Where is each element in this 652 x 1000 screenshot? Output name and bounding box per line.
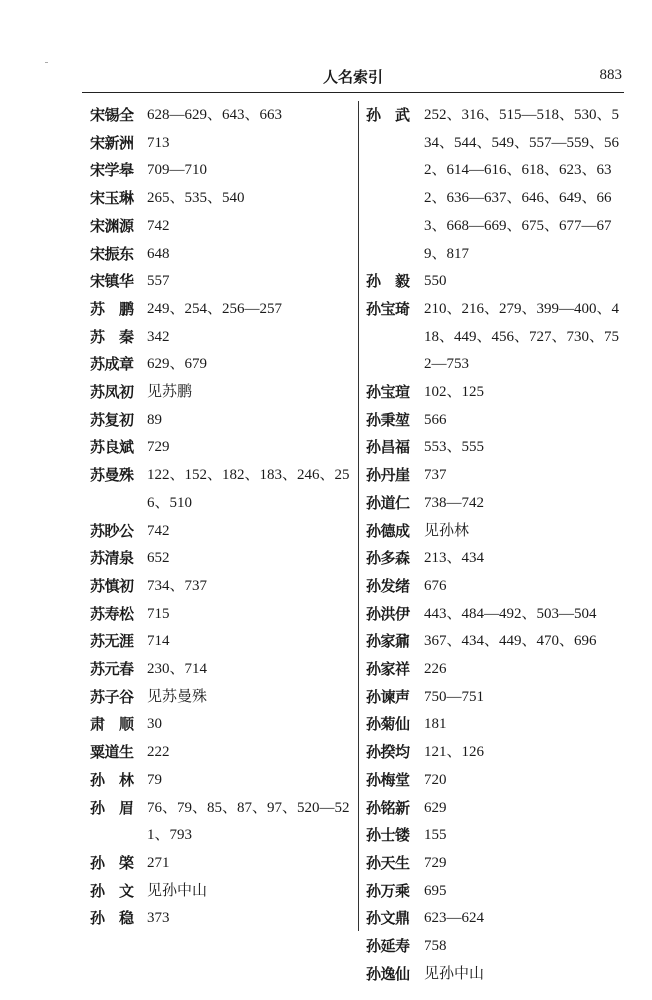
index-entry bbox=[90, 462, 352, 517]
entry-pages: 367、434、449、470、696 bbox=[424, 633, 597, 650]
entry-name: 孙天生 bbox=[366, 853, 410, 872]
entry-name: 宋玉琳 bbox=[90, 189, 134, 208]
index-entry bbox=[90, 379, 352, 407]
entry-pages: 629、679 bbox=[147, 356, 208, 373]
entry-name: 孙多森 bbox=[366, 549, 410, 568]
entry-pages: 30 bbox=[147, 716, 162, 733]
entry-pages: 729 bbox=[147, 439, 170, 456]
index-entry bbox=[366, 628, 624, 656]
entry-name: 苏凤初 bbox=[90, 383, 134, 402]
index-entry bbox=[366, 656, 624, 684]
entry-pages: 557 bbox=[147, 273, 170, 290]
index-entry bbox=[366, 102, 624, 268]
index-entry bbox=[90, 656, 352, 684]
entry-pages: 76、79、85、87、97、520—521、793 bbox=[147, 799, 350, 844]
entry-pages: 213、434 bbox=[424, 550, 485, 567]
index-entry bbox=[366, 434, 624, 462]
entry-name: 孙逸仙 bbox=[366, 964, 410, 983]
entry-pages: 见孙林 bbox=[424, 522, 470, 539]
entry-name: 孙洪伊 bbox=[366, 604, 410, 623]
index-column-left bbox=[90, 102, 352, 933]
index-entry bbox=[90, 296, 352, 324]
entry-pages: 102、125 bbox=[424, 384, 485, 401]
entry-pages: 695 bbox=[424, 882, 447, 899]
index-entry bbox=[366, 545, 624, 573]
index-entry bbox=[366, 711, 624, 739]
entry-pages: 155 bbox=[424, 827, 447, 844]
entry-pages: 222 bbox=[147, 744, 170, 761]
entry-pages: 89 bbox=[147, 411, 162, 428]
entry-pages: 709—710 bbox=[147, 162, 207, 179]
index-entry bbox=[366, 767, 624, 795]
index-entry bbox=[366, 379, 624, 407]
entry-name: 苏复初 bbox=[90, 410, 134, 429]
entry-pages: 见孙中山 bbox=[424, 965, 485, 982]
entry-name: 苏子谷 bbox=[90, 687, 134, 706]
entry-name: 孙家祥 bbox=[366, 660, 410, 679]
page-number: 883 bbox=[599, 67, 622, 83]
entry-pages: 553、555 bbox=[424, 439, 485, 456]
entry-name: 苏元春 bbox=[90, 660, 134, 679]
entry-name: 孙梅堂 bbox=[366, 770, 410, 789]
page-header bbox=[82, 62, 624, 92]
entry-name: 孙宝琦 bbox=[366, 299, 410, 318]
entry-name: 苏 秦 bbox=[90, 327, 134, 346]
index-entry bbox=[366, 518, 624, 546]
index-entry bbox=[90, 905, 352, 933]
entry-pages: 623—624 bbox=[424, 910, 484, 927]
index-entry bbox=[90, 157, 352, 185]
entry-name: 孙家鼐 bbox=[366, 632, 410, 651]
index-entry bbox=[90, 102, 352, 130]
entry-pages: 121、126 bbox=[424, 744, 485, 761]
entry-name: 苏曼殊 bbox=[90, 466, 134, 485]
index-entry bbox=[90, 684, 352, 712]
entry-pages: 230、714 bbox=[147, 661, 208, 678]
index-entry bbox=[366, 878, 624, 906]
entry-name: 孙 眉 bbox=[90, 798, 134, 817]
index-entry bbox=[90, 573, 352, 601]
entry-name: 孙士镂 bbox=[366, 826, 410, 845]
entry-name: 孙谏声 bbox=[366, 687, 410, 706]
index-entry bbox=[90, 268, 352, 296]
entry-name: 宋振东 bbox=[90, 244, 134, 263]
entry-name: 孙 稳 bbox=[90, 909, 134, 928]
index-entry bbox=[90, 795, 352, 850]
entry-name: 苏眇公 bbox=[90, 521, 134, 540]
entry-name: 孙延寿 bbox=[366, 937, 410, 956]
entry-name: 孙道仁 bbox=[366, 493, 410, 512]
entry-name: 孙 武 bbox=[366, 106, 410, 124]
entry-name: 宋新洲 bbox=[90, 133, 134, 152]
index-entry bbox=[366, 933, 624, 961]
entry-pages: 226 bbox=[424, 661, 447, 678]
entry-pages: 648 bbox=[147, 245, 170, 262]
index-entry bbox=[90, 739, 352, 767]
index-entry bbox=[90, 130, 352, 158]
index-entry bbox=[90, 351, 352, 379]
entry-pages: 676 bbox=[424, 577, 447, 594]
entry-name: 宋学皋 bbox=[90, 161, 134, 180]
index-entry bbox=[90, 878, 352, 906]
index-entry bbox=[90, 434, 352, 462]
index-entry bbox=[90, 213, 352, 241]
entry-pages: 629 bbox=[424, 799, 447, 816]
entry-pages: 652 bbox=[147, 550, 170, 567]
entry-name: 孙昌福 bbox=[366, 438, 410, 457]
index-entry bbox=[90, 628, 352, 656]
entry-name: 肃 顺 bbox=[90, 715, 134, 734]
index-entry bbox=[366, 490, 624, 518]
index-entry bbox=[366, 850, 624, 878]
entry-name: 苏慎初 bbox=[90, 576, 134, 595]
entry-name: 苏良斌 bbox=[90, 438, 134, 457]
entry-pages: 715 bbox=[147, 605, 170, 622]
entry-pages: 265、535、540 bbox=[147, 190, 245, 207]
entry-pages: 210、216、279、399—400、418、449、456、727、730、752—753 bbox=[424, 300, 620, 373]
index-entry bbox=[366, 739, 624, 767]
entry-pages: 729 bbox=[424, 854, 447, 871]
index-entry bbox=[366, 795, 624, 823]
index-entry bbox=[90, 850, 352, 878]
index-entry bbox=[366, 961, 624, 989]
entry-name: 苏寿松 bbox=[90, 604, 134, 623]
index-entry bbox=[90, 407, 352, 435]
index-entry bbox=[90, 545, 352, 573]
entry-pages: 342 bbox=[147, 328, 170, 345]
header-rule bbox=[82, 92, 624, 93]
entry-pages: 742 bbox=[147, 522, 170, 539]
entry-name: 孙丹崖 bbox=[366, 466, 410, 485]
entry-pages: 714 bbox=[147, 633, 170, 650]
entry-pages: 见苏曼殊 bbox=[147, 688, 208, 705]
index-entry bbox=[90, 711, 352, 739]
entry-name: 孙发绪 bbox=[366, 576, 410, 595]
entry-pages: 734、737 bbox=[147, 577, 208, 594]
index-entry bbox=[90, 185, 352, 213]
entry-name: 孙铭新 bbox=[366, 798, 410, 817]
index-entry bbox=[90, 324, 352, 352]
index-entry bbox=[90, 767, 352, 795]
index-entry bbox=[366, 296, 624, 379]
entry-name: 苏清泉 bbox=[90, 549, 134, 568]
entry-pages: 566 bbox=[424, 411, 447, 428]
entry-name: 孙 文 bbox=[90, 881, 134, 900]
entry-pages: 122、152、182、183、246、256、510 bbox=[147, 467, 350, 511]
entry-name: 孙万乘 bbox=[366, 881, 410, 900]
index-entry bbox=[90, 601, 352, 629]
entry-pages: 见孙中山 bbox=[147, 882, 208, 899]
entry-pages: 742 bbox=[147, 217, 170, 234]
page-title: 人名索引 bbox=[322, 68, 383, 86]
index-column-right bbox=[366, 102, 624, 989]
entry-name: 粟道生 bbox=[90, 743, 134, 762]
index-entry bbox=[366, 822, 624, 850]
entry-pages: 373 bbox=[147, 910, 170, 927]
entry-name: 孙秉堃 bbox=[366, 410, 410, 429]
entry-pages: 758 bbox=[424, 938, 447, 955]
entry-pages: 750—751 bbox=[424, 688, 484, 705]
entry-pages: 181 bbox=[424, 716, 447, 733]
entry-name: 孙揆均 bbox=[366, 743, 410, 762]
entry-name: 苏成章 bbox=[90, 355, 134, 374]
entry-name: 宋锡全 bbox=[90, 106, 134, 124]
index-entry bbox=[366, 573, 624, 601]
index-entry bbox=[90, 518, 352, 546]
entry-name: 孙 林 bbox=[90, 770, 134, 789]
entry-name: 孙 棨 bbox=[90, 853, 134, 872]
entry-pages: 249、254、256—257 bbox=[147, 300, 283, 317]
index-entry bbox=[366, 601, 624, 629]
index-entry bbox=[366, 462, 624, 490]
index-entry bbox=[366, 407, 624, 435]
entry-name: 苏无涯 bbox=[90, 632, 134, 651]
entry-pages: 550 bbox=[424, 273, 447, 290]
entry-name: 孙文鼎 bbox=[366, 909, 410, 928]
entry-name: 苏 鹏 bbox=[90, 299, 134, 318]
entry-name: 宋镇华 bbox=[90, 272, 134, 291]
index-entry bbox=[366, 905, 624, 933]
entry-pages: 738—742 bbox=[424, 494, 484, 511]
entry-pages: 271 bbox=[147, 854, 170, 871]
entry-name: 孙菊仙 bbox=[366, 715, 410, 734]
index-entry bbox=[366, 268, 624, 296]
entry-pages: 720 bbox=[424, 771, 447, 788]
entry-name: 孙德成 bbox=[366, 521, 410, 540]
entry-pages: 443、484—492、503—504 bbox=[424, 605, 597, 622]
entry-pages: 见苏鹏 bbox=[147, 384, 193, 401]
entry-pages: 713 bbox=[147, 134, 170, 151]
index-entry bbox=[90, 241, 352, 269]
entry-pages: 628—629、643、663 bbox=[147, 107, 283, 123]
column-divider bbox=[358, 101, 359, 931]
entry-name: 孙 毅 bbox=[366, 272, 410, 291]
entry-name: 孙宝瑄 bbox=[366, 383, 410, 402]
scan-speck bbox=[45, 62, 48, 63]
entry-pages: 737 bbox=[424, 467, 447, 484]
entry-name: 宋渊源 bbox=[90, 216, 134, 235]
index-entry bbox=[366, 684, 624, 712]
entry-pages: 79 bbox=[147, 771, 162, 788]
entry-pages: 252、316、515—518、530、534、544、549、557—559、562、614—616、618、623、632、636—637、646、649、663、668—669、675、677—679、817 bbox=[424, 107, 620, 262]
